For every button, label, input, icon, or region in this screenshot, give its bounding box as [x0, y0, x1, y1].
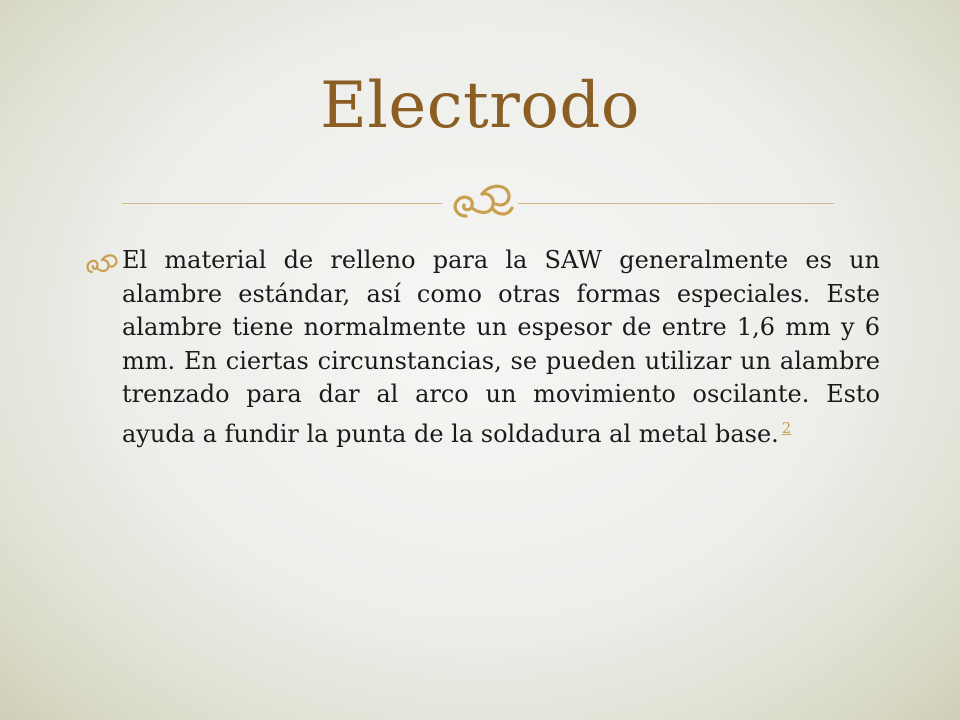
- bullet-text-content: El material de relleno para la SAW generalmente es un alambre estándar, así como otras formas especiales. Este alambre tiene normalmente un espesor de entre 1,6 mm y 6 mm. En ciertas circunstancias, se pueden utilizar un alambre trenzado para dar al arco un movimiento oscilante. Esto ayuda a fundir la punta de la soldadura al metal base.: [122, 246, 880, 448]
- title-divider-right: [518, 203, 834, 204]
- slide-title: Electrodo: [320, 69, 640, 143]
- bullet-text: [122, 244, 880, 451]
- flourish-icon: [446, 178, 516, 224]
- slide-body: [84, 244, 880, 451]
- bullet-item: [84, 244, 880, 451]
- reference-link[interactable]: 2: [781, 418, 792, 437]
- flourish-bullet-icon: [84, 250, 122, 280]
- title-divider-left: [122, 203, 442, 204]
